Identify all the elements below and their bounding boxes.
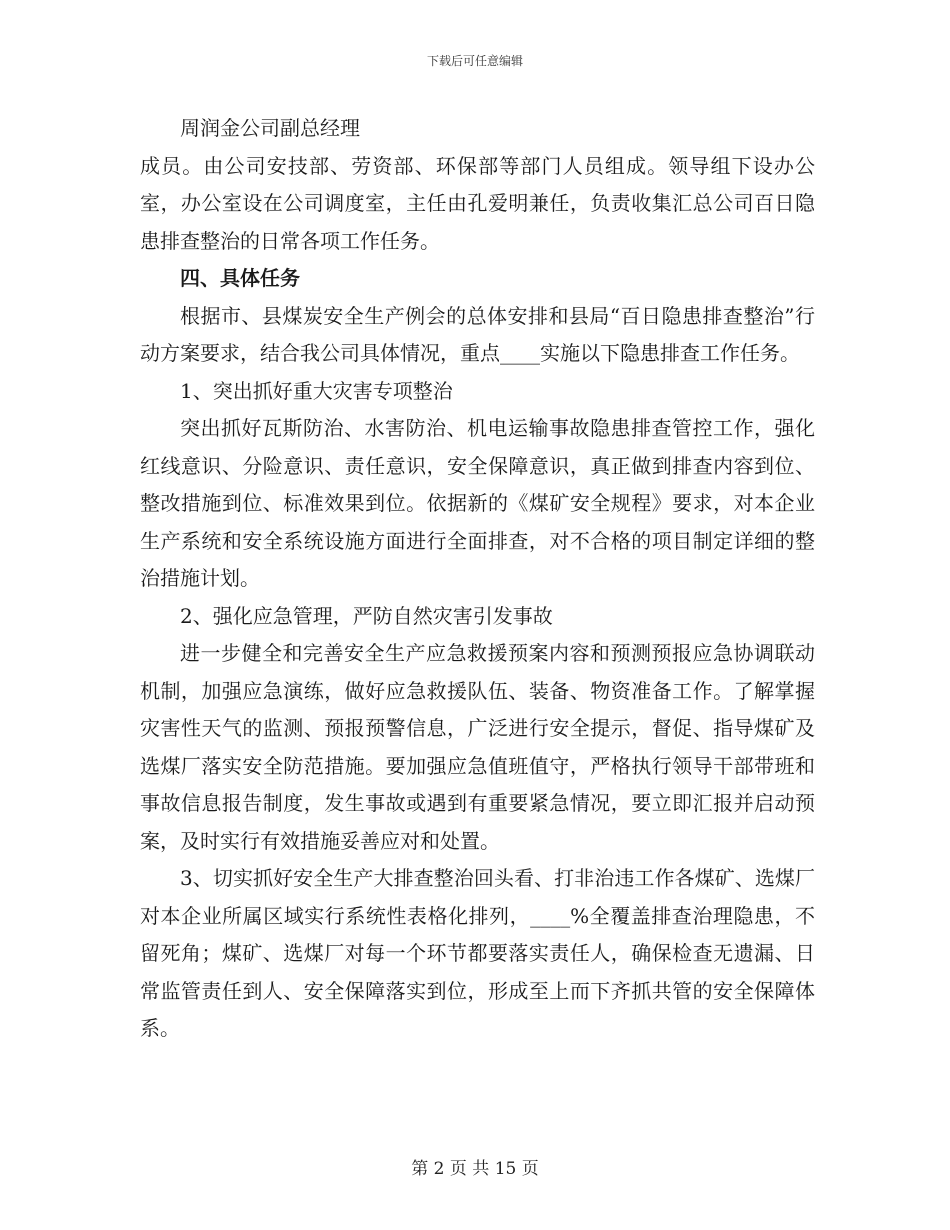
document-body	[140, 110, 815, 1048]
item-3-paragraph: 3、切实抓好安全生产大排查整治回头看、打非治违工作各煤矿、选煤厂对本企业所属区域实行系统性表格化排列，____%全覆盖排查治理隐患，不留死角；煤矿、选煤厂对每一个环节都要落实责任人，确保检查无遗漏、日常监管责任到人、安全保障落实到位，形成至上而下齐抓共管的安全保障体系。	[140, 866, 815, 1040]
item-2-body: 进一步健全和完善安全生产应急救援预案内容和预测预报应急协调联动机制，加强应急演练，做好应急救援队伍、装备、物资准备工作。了解掌握灾害性天气的监测、预报预警信息，广泛进行安全提示，督促、指导煤矿及选煤厂落实安全防范措施。要加强应急值班值守，严格执行领导干部带班和事故信息报告制度，发生事故或遇到有重要紧急情况，要立即汇报并启动预案，及时实行有效措施妥善应对和处置。	[140, 641, 815, 853]
section-heading-tasks: 四、具体任务	[180, 266, 300, 290]
page-footer: 第 2 页 共 15 页	[411, 1159, 539, 1179]
paragraph-deputy-manager: 周润金公司副总经理	[180, 116, 360, 140]
item-2-title: 2、强化应急管理，严防自然灾害引发事故	[180, 603, 553, 628]
paragraph-members: 成员。由公司安技部、劳资部、环保部等部门人员组成。领导组下设办公室，办公室设在公司调度室，主任由孔爱明兼任，负责收集汇总公司百日隐患排查整治的日常各项工作任务。	[140, 153, 815, 253]
item-1-title: 1、突出抓好重大灾害专项整治	[180, 378, 453, 403]
page-header: 下载后可任意编辑	[426, 54, 523, 68]
item-1-body: 突出抓好瓦斯防治、水害防治、机电运输事故隐患排查管控工作，强化红线意识、分险意识、责任意识，安全保障意识，真正做到排查内容到位、整改措施到位、标准效果到位。依据新的《煤矿安全规程》要求，对本企业生产系统和安全系统设施方面进行全面排查，对不合格的项目制定详细的整治措施计划。	[140, 416, 815, 590]
paragraph-overview: 根据市、县煤炭安全生产例会的总体安排和县局“百日隐患排查整治”行动方案要求，结合我公司具体情况，重点____实施以下隐患排查工作任务。	[140, 303, 815, 365]
